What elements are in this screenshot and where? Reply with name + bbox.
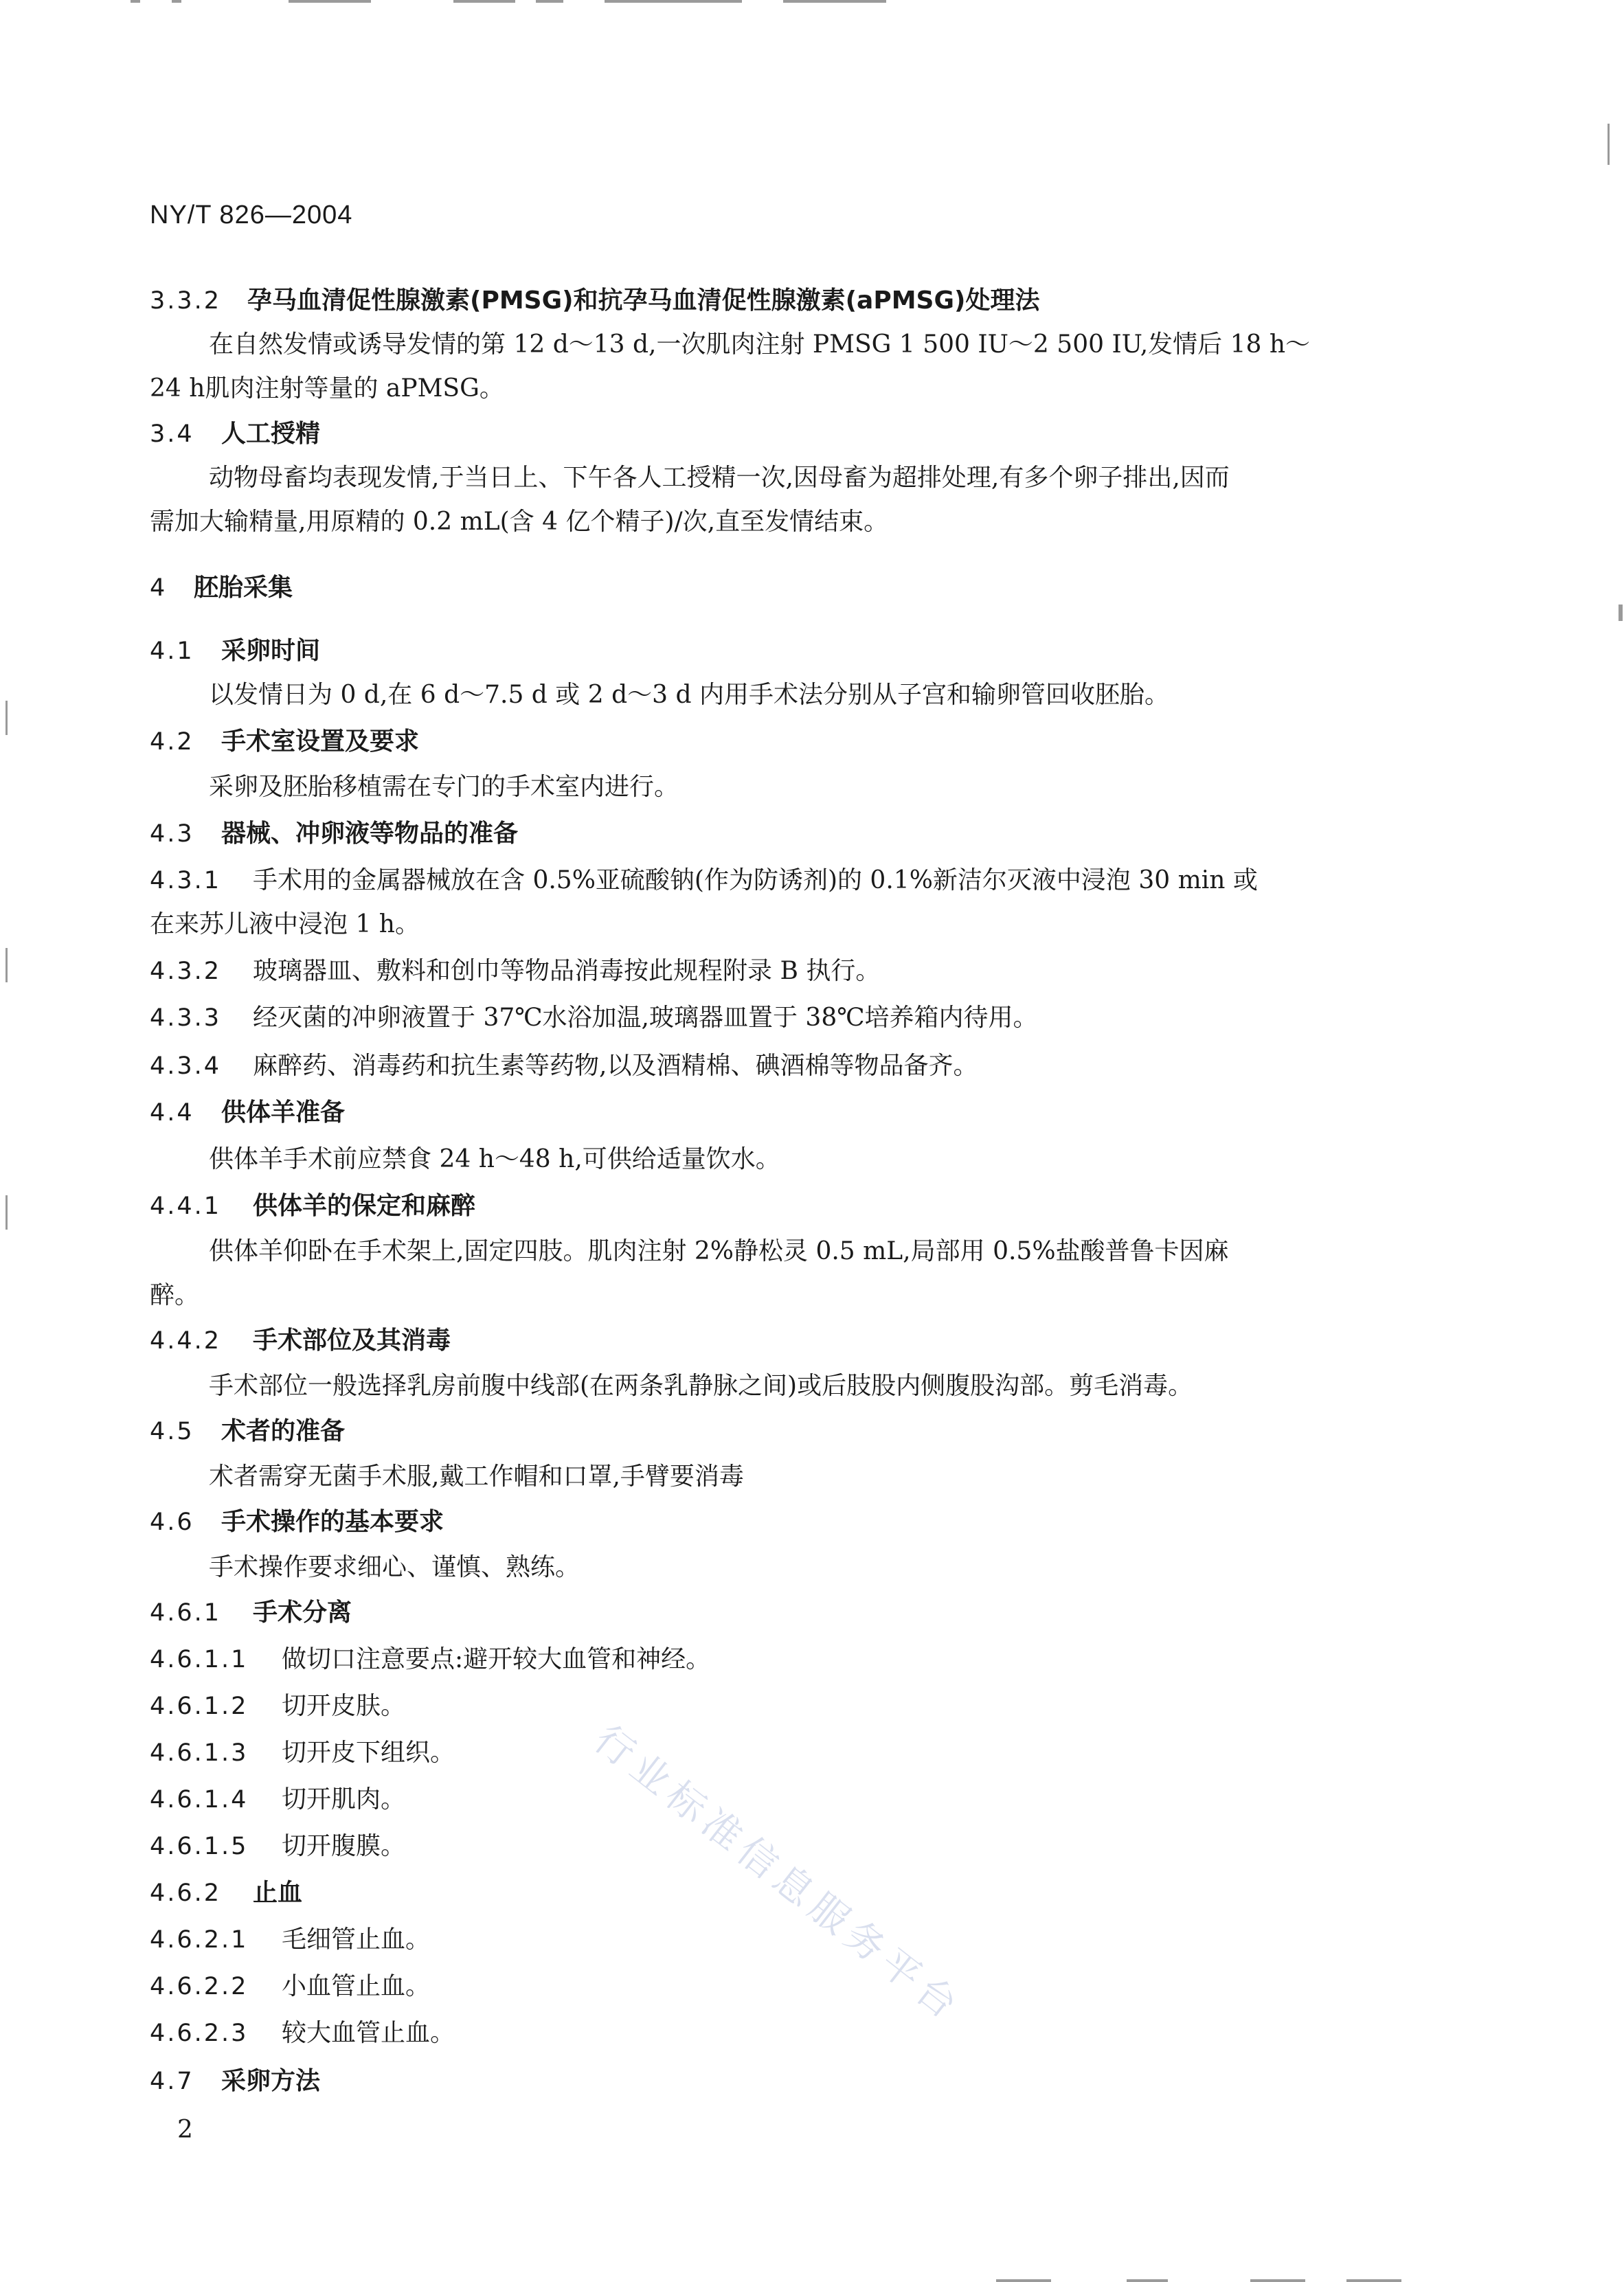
clause-text: 经灭菌的冲卵液置于 37℃水浴加温,玻璃器皿置于 38℃培养箱内待用。 — [253, 1004, 1038, 1032]
clause-text: 切开腹膜。 — [282, 1832, 406, 1860]
section-number: 3.4 — [150, 420, 194, 448]
section-number: 4.4 — [150, 1099, 194, 1127]
clause-number: 4.6.2.2 — [150, 1973, 249, 2000]
section-number: 4.5 — [150, 1418, 194, 1445]
clause-text: 切开皮下组织。 — [282, 1739, 455, 1767]
clause-number: 4.6.1.1 — [150, 1646, 249, 1673]
paragraph-line: 供体羊仰卧在手术架上,固定四肢。肌肉注射 2%静松灵 0.5 mL,局部用 0.5%盐酸普鲁卡因麻 — [209, 1237, 1229, 1265]
scan-artifact-bottom — [996, 2279, 1051, 2282]
section-title: 器械、冲卵液等物品的准备 — [221, 820, 519, 848]
scan-artifact-side — [5, 948, 8, 982]
paragraph-line: 手术操作要求细心、谨慎、熟练。 — [209, 1553, 580, 1581]
scan-artifact-side — [5, 1195, 8, 1230]
clause-number: 4.6.1.4 — [150, 1786, 249, 1814]
clause-number: 4.3.3 — [150, 1004, 222, 1032]
page-number: 2 — [177, 2116, 193, 2144]
paragraph-line: 手术部位一般选择乳房前腹中线部(在两条乳静脉之间)或后肢股内侧腹股沟部。剪毛消毒。 — [209, 1372, 1193, 1400]
section-number: 4.6 — [150, 1509, 194, 1536]
scan-artifact-bottom — [1346, 2279, 1401, 2282]
scan-artifact-top — [172, 0, 181, 3]
clause-number: 4.3.4 — [150, 1052, 222, 1080]
section-number: 4.4.2 — [150, 1327, 222, 1355]
watermark: 行业标准信息服务平台 — [585, 1717, 971, 2032]
clause-number: 4.6.1.5 — [150, 1833, 249, 1860]
clause-number: 4.6.1.2 — [150, 1693, 249, 1720]
clause-number: 4.6.1.3 — [150, 1739, 249, 1767]
section-title: 采卵方法 — [221, 2067, 321, 2095]
section-title: 手术部位及其消毒 — [253, 1326, 451, 1355]
section-number: 4.1 — [150, 637, 194, 665]
section-number: 4.7 — [150, 2068, 194, 2095]
section-number: 4.6.1 — [150, 1599, 222, 1627]
section-title: 人工授精 — [221, 420, 321, 448]
paragraph-line: 醉。 — [150, 1281, 200, 1309]
scan-artifact-side — [5, 701, 8, 735]
scan-artifact-bottom — [1127, 2279, 1168, 2282]
clause-text: 切开肌肉。 — [282, 1785, 406, 1814]
scan-artifact-top — [605, 0, 742, 3]
section-title: 供体羊的保定和麻醉 — [253, 1192, 476, 1220]
paragraph-line: 在来苏儿液中浸泡 1 h。 — [150, 910, 420, 938]
clause-number: 4.6.2.3 — [150, 2020, 249, 2047]
clause-text: 玻璃器皿、敷料和创巾等物品消毒按此规程附录 B 执行。 — [253, 957, 881, 985]
clause-text: 毛细管止血。 — [282, 1925, 431, 1954]
section-number: 3.3.2 — [150, 287, 222, 315]
clause-text: 小血管止血。 — [282, 1972, 431, 2000]
clause-number: 4.3.1 — [150, 867, 222, 894]
scan-artifact-top — [289, 0, 371, 3]
section-title: 孕马血清促性腺激素(PMSG)和抗孕马血清促性腺激素(aPMSG)处理法 — [247, 286, 1040, 315]
paragraph-line: 术者需穿无菌手术服,戴工作帽和口罩,手臂要消毒 — [209, 1462, 744, 1491]
paragraph-line: 以发情日为 0 d,在 6 d～7.5 d 或 2 d～3 d 内用手术法分别从子宫和输卵管回收胚胎。 — [209, 681, 1169, 709]
scan-artifact-side — [1608, 124, 1610, 165]
clause-number: 4.3.2 — [150, 958, 222, 985]
section-title: 采卵时间 — [221, 637, 321, 665]
clause-text: 切开皮肤。 — [282, 1692, 406, 1720]
section-title: 胚胎采集 — [194, 574, 293, 602]
section-title: 止血 — [253, 1879, 303, 1907]
clause-text: 麻醉药、消毒药和抗生素等药物,以及酒精棉、碘酒棉等物品备齐。 — [253, 1052, 978, 1080]
section-number: 4.2 — [150, 728, 194, 756]
section-number: 4 — [150, 574, 168, 602]
section-title: 手术操作的基本要求 — [221, 1508, 444, 1536]
clause-text: 较大血管止血。 — [282, 2019, 455, 2047]
scan-artifact-bottom — [1250, 2279, 1305, 2282]
document-code: NY/T 826—2004 — [150, 201, 353, 229]
scan-artifact-top — [453, 0, 515, 3]
scan-artifact-side — [1619, 605, 1623, 621]
section-title: 供体羊准备 — [221, 1098, 346, 1127]
paragraph-line: 采卵及胚胎移植需在专门的手术室内进行。 — [209, 773, 679, 801]
scan-artifact-top — [783, 0, 886, 3]
paragraph-line: 供体羊手术前应禁食 24 h～48 h,可供给适量饮水。 — [209, 1145, 780, 1173]
clause-number: 4.6.2.1 — [150, 1926, 249, 1954]
section-title: 手术分离 — [253, 1598, 352, 1627]
paragraph-line: 动物母畜均表现发情,于当日上、下午各人工授精一次,因母畜为超排处理,有多个卵子排出,因而 — [209, 464, 1230, 492]
section-title: 术者的准备 — [221, 1417, 346, 1445]
section-number: 4.3 — [150, 820, 194, 848]
scan-artifact-top — [131, 0, 140, 3]
clause-text: 手术用的金属器械放在含 0.5%亚硫酸钠(作为防诱剂)的 0.1%新洁尔灭液中浸泡 30 min 或 — [253, 866, 1258, 894]
paragraph-line: 在自然发情或诱导发情的第 12 d～13 d,一次肌肉注射 PMSG 1 500 IU～2 500 IU,发情后 18 h～ — [209, 330, 1311, 359]
section-number: 4.6.2 — [150, 1879, 222, 1907]
paragraph-line: 需加大输精量,用原精的 0.2 mL(含 4 亿个精子)/次,直至发情结束。 — [150, 508, 889, 536]
paragraph-line: 24 h肌肉注射等量的 aPMSG。 — [150, 374, 504, 403]
section-number: 4.4.1 — [150, 1193, 222, 1220]
scan-artifact-top — [536, 0, 563, 3]
clause-text: 做切口注意要点:避开较大血管和神经。 — [282, 1645, 711, 1673]
section-title: 手术室设置及要求 — [221, 727, 420, 756]
